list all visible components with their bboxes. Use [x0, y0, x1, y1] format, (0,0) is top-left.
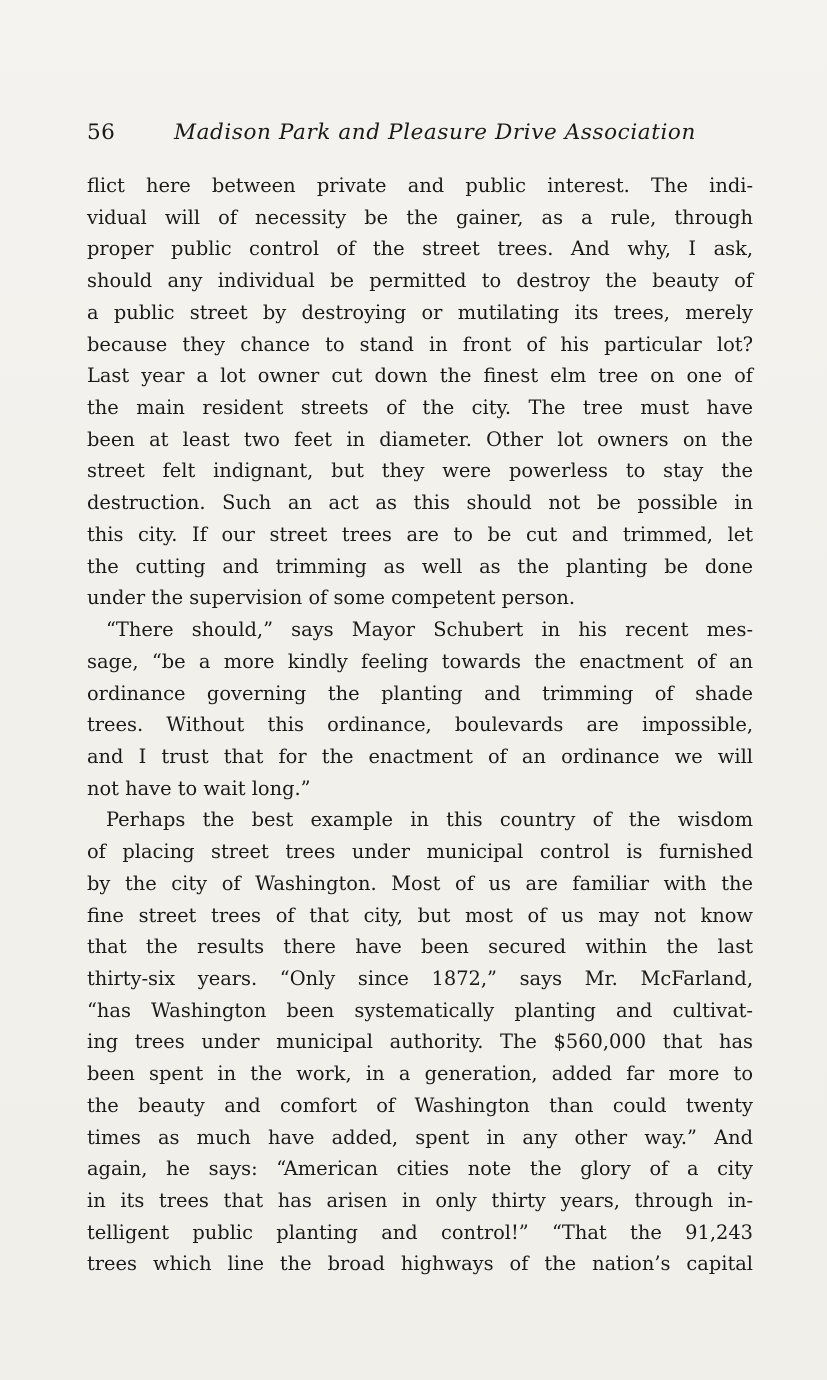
- text-line: Last year a lot owner cut down the finest elm tree on one of: [87, 364, 753, 388]
- text-line: and I trust that for the enactment of an ordinance we will: [87, 744, 753, 768]
- text-line: times as much have added, spent in any other way.” And: [87, 1125, 753, 1149]
- text-line: the cutting and trimming as well as the planting be done: [87, 554, 753, 578]
- text-line: “There should,” says Mayor Schubert in his recent mes-: [106, 618, 753, 642]
- text-line: again, he says: “American cities note the glory of a city: [87, 1157, 753, 1181]
- text-line: thirty-six years. “Only since 1872,” says Mr. McFarland,: [87, 966, 753, 990]
- text-line: under the supervision of some competent person.: [87, 586, 576, 610]
- text-line: that the results there have been secured within the last: [87, 935, 753, 959]
- body-text: [87, 170, 753, 1280]
- text-line: because they chance to stand in front of his particular lot?: [87, 332, 753, 356]
- text-line: flict here between private and public interest. The indi-: [87, 174, 753, 197]
- text-line: of placing street trees under municipal control is furnished: [87, 840, 753, 864]
- text-line: vidual will of necessity be the gainer, as a rule, through: [87, 205, 753, 229]
- text-line: this city. If our street trees are to be cut and trimmed, let: [87, 522, 753, 546]
- text-line: a public street by destroying or mutilating its trees, merely: [87, 300, 753, 324]
- page-number: 56: [87, 120, 116, 145]
- text-line: in its trees that has arisen in only thirty years, through in-: [87, 1189, 753, 1212]
- running-title: Madison Park and Pleasure Drive Association: [174, 120, 696, 145]
- running-head: [87, 116, 755, 150]
- text-line: street felt indignant, but they were powerless to stay the: [87, 459, 753, 483]
- text-line: been spent in the work, in a generation, added far more to: [87, 1062, 753, 1086]
- text-line: sage, “be a more kindly feeling towards the enactment of an: [87, 649, 753, 673]
- text-line: by the city of Washington. Most of us are familiar with the: [87, 871, 753, 895]
- text-line: fine street trees of that city, but most of us may not know: [87, 903, 753, 927]
- text-line: trees which line the broad highways of the nation’s capital: [87, 1252, 753, 1276]
- text-line: not have to wait long.”: [87, 776, 311, 800]
- text-line: been at least two feet in diameter. Other lot owners on the: [87, 427, 753, 451]
- text-line: should any individual be permitted to destroy the beauty of: [87, 269, 753, 293]
- text-line: destruction. Such an act as this should not be possible in: [87, 491, 753, 515]
- text-line: trees. Without this ordinance, boulevards are impossible,: [87, 713, 753, 737]
- text-line: “has Washington been systematically planting and cultivat-: [87, 998, 753, 1022]
- text-line: the main resident streets of the city. The tree must have: [87, 396, 753, 420]
- text-line: proper public control of the street trees. And why, I ask,: [87, 237, 753, 261]
- text-line: telligent public planting and control!” “That the 91,243: [87, 1220, 753, 1244]
- text-line: the beauty and comfort of Washington than could twenty: [87, 1093, 753, 1117]
- text-line: ordinance governing the planting and trimming of shade: [87, 681, 753, 705]
- text-line: Perhaps the best example in this country of the wisdom: [106, 808, 753, 832]
- text-line: ing trees under municipal authority. The $560,000 that has: [87, 1030, 753, 1054]
